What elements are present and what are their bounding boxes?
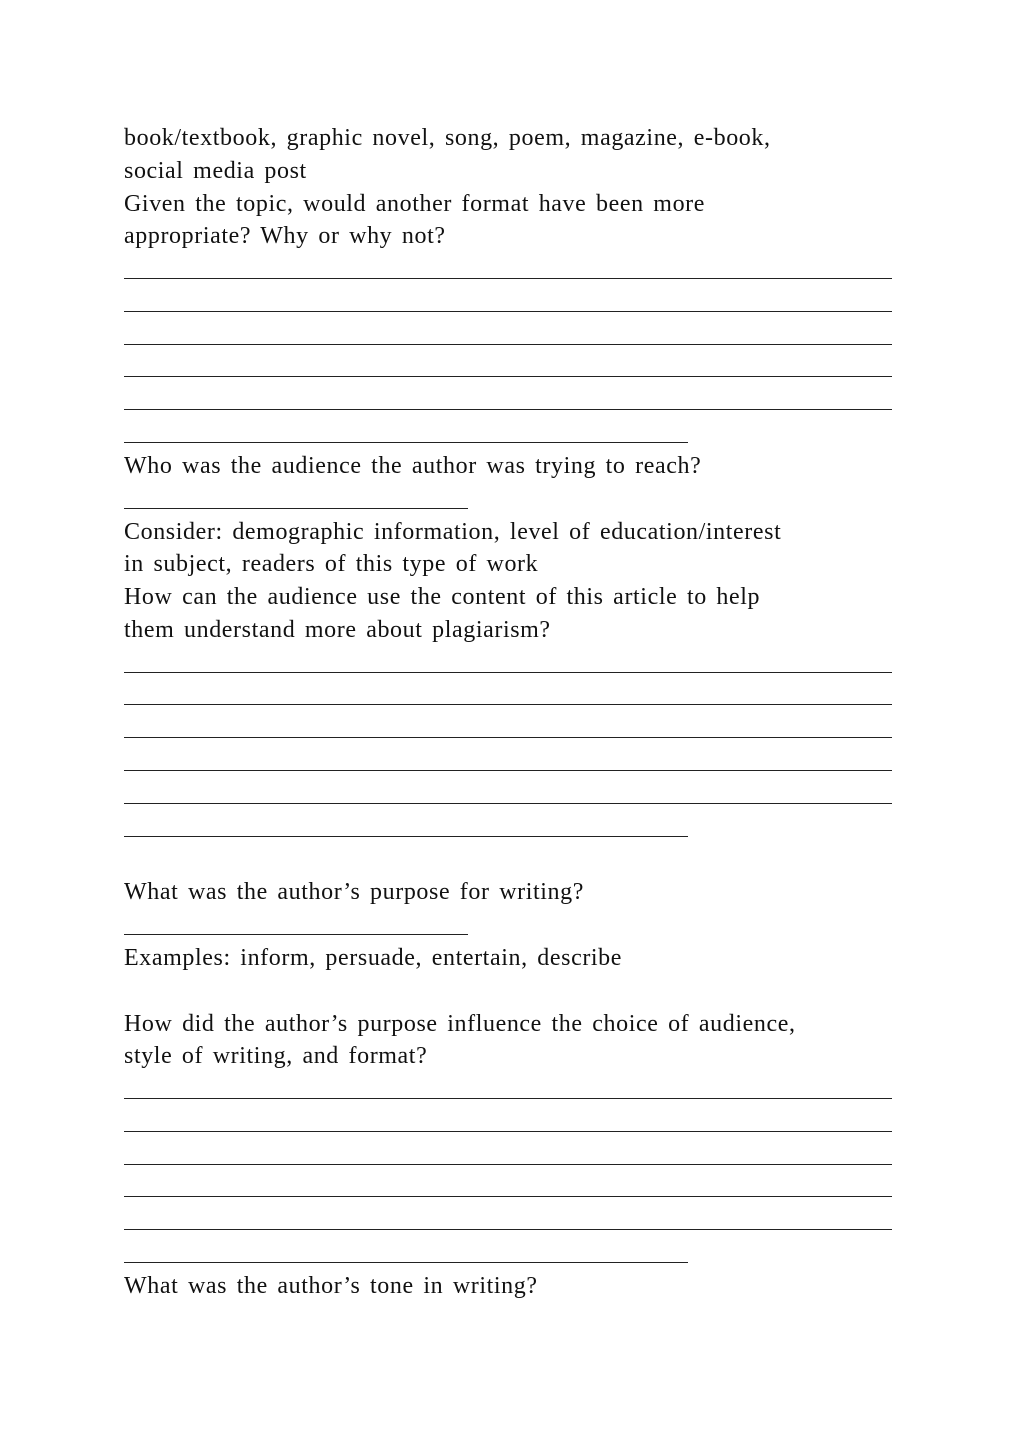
worksheet-content (124, 122, 894, 1303)
answer-line[interactable] (124, 319, 894, 352)
format-options-line-1: book/textbook, graphic novel, song, poem, magazine, e-book, (124, 125, 771, 151)
paragraph-spacer (124, 844, 894, 877)
paragraph-spacer (124, 975, 894, 1008)
answer-line[interactable] (124, 680, 894, 713)
tone-question: What was the author’s tone in writing? (124, 1272, 538, 1299)
answer-line[interactable] (124, 1204, 894, 1237)
format-question-line-2: appropriate? Why or why not? (124, 223, 446, 250)
purpose-answer-line[interactable] (124, 909, 894, 942)
answer-line[interactable] (124, 745, 894, 778)
consider-line-2: in subject, readers of this type of work (124, 551, 539, 578)
answer-line[interactable] (124, 352, 894, 385)
answer-line[interactable] (124, 384, 894, 417)
answer-line[interactable] (124, 1237, 894, 1270)
answer-line[interactable] (124, 417, 894, 450)
format-options-line-2: social media post (124, 157, 307, 184)
answer-line[interactable] (124, 778, 894, 811)
audience-question: Who was the audience the author was trying to reach? (124, 452, 702, 479)
answer-line[interactable] (124, 1139, 894, 1172)
consider-line-1: Consider: demographic information, level of education/interest (124, 518, 782, 545)
answer-line[interactable] (124, 1106, 894, 1139)
content-question-line-1: How can the audience use the content of this article to help (124, 584, 761, 611)
answer-line[interactable] (124, 647, 894, 680)
answer-line[interactable] (124, 1073, 894, 1106)
influence-question-line-1: How did the author’s purpose influence the choice of audience, (124, 1010, 796, 1037)
influence-question-line-2: style of writing, and format? (124, 1043, 428, 1070)
answer-line[interactable] (124, 712, 894, 745)
answer-line[interactable] (124, 811, 894, 844)
content-question-line-2: them understand more about plagiarism? (124, 616, 551, 643)
answer-line[interactable] (124, 253, 894, 286)
format-question-line-1: Given the topic, would another format have been more (124, 190, 706, 217)
answer-line[interactable] (124, 286, 894, 319)
answer-line[interactable] (124, 1172, 894, 1205)
purpose-examples: Examples: inform, persuade, entertain, describe (124, 944, 623, 971)
audience-answer-line[interactable] (124, 483, 894, 516)
purpose-question: What was the author’s purpose for writing? (124, 879, 584, 906)
